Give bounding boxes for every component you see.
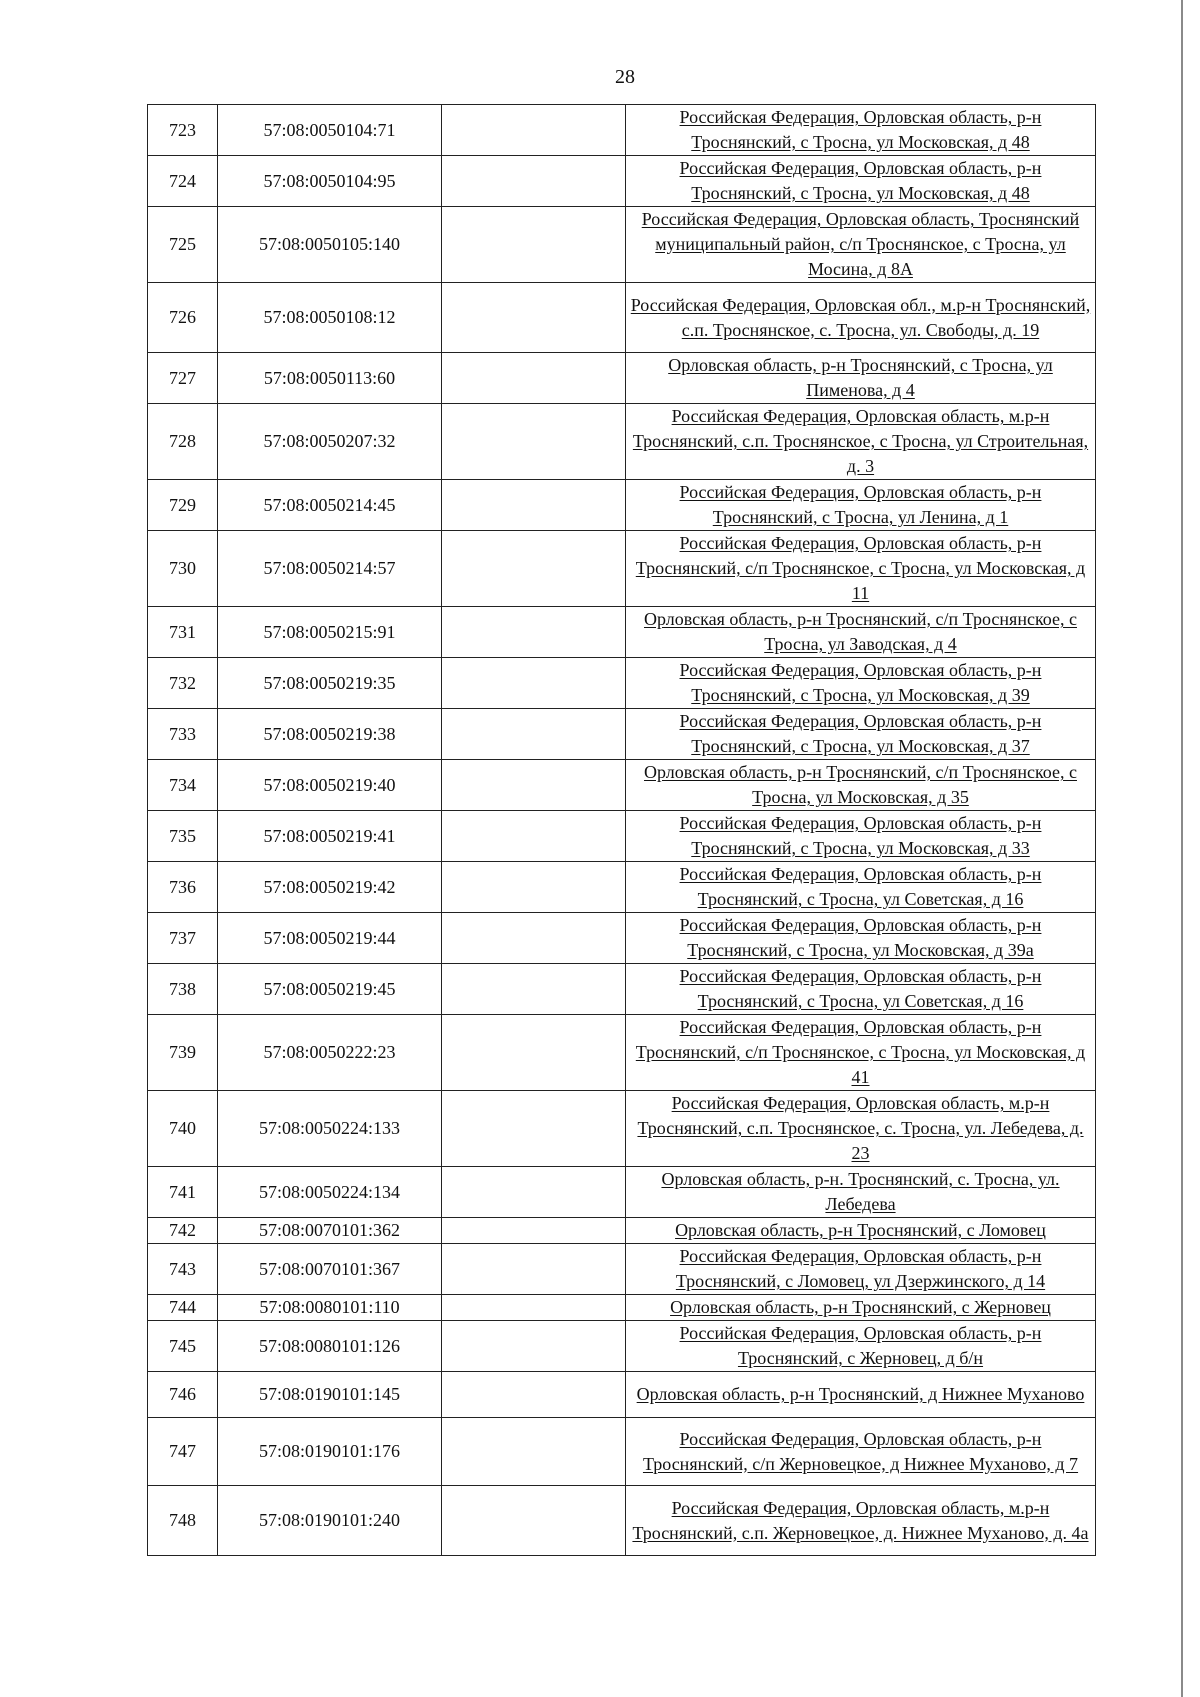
table-row xyxy=(148,1372,1096,1418)
empty-cell xyxy=(442,1486,626,1556)
address-cell: Российская Федерация, Орловская область, р-н Троснянский, с Тросна, ул Московская, д 37 xyxy=(626,709,1096,760)
row-number-cell: 748 xyxy=(148,1486,218,1556)
cadastral-number-cell: 57:08:0050219:35 xyxy=(218,658,442,709)
row-number-cell: 730 xyxy=(148,531,218,607)
empty-cell xyxy=(442,1218,626,1244)
row-number-cell: 736 xyxy=(148,862,218,913)
row-number-cell: 742 xyxy=(148,1218,218,1244)
table-row xyxy=(148,1321,1096,1372)
table-row xyxy=(148,1015,1096,1091)
empty-cell xyxy=(442,913,626,964)
table-row xyxy=(148,283,1096,353)
address-cell: Российская Федерация, Орловская область, р-н Троснянский, с Тросна, ул Советская, д 16 xyxy=(626,964,1096,1015)
empty-cell xyxy=(442,156,626,207)
table-row xyxy=(148,480,1096,531)
empty-cell xyxy=(442,964,626,1015)
cadastral-number-cell: 57:08:0050108:12 xyxy=(218,283,442,353)
row-number-cell: 747 xyxy=(148,1418,218,1486)
cadastral-number-cell: 57:08:0050214:45 xyxy=(218,480,442,531)
empty-cell xyxy=(442,1015,626,1091)
empty-cell xyxy=(442,1418,626,1486)
row-number-cell: 723 xyxy=(148,105,218,156)
table-row xyxy=(148,709,1096,760)
cadastral-number-cell: 57:08:0190101:240 xyxy=(218,1486,442,1556)
table-row xyxy=(148,862,1096,913)
cadastral-number-cell: 57:08:0050207:32 xyxy=(218,404,442,480)
row-number-cell: 727 xyxy=(148,353,218,404)
table-row xyxy=(148,1295,1096,1321)
cadastral-number-cell: 57:08:0050219:41 xyxy=(218,811,442,862)
land-plots-table xyxy=(147,104,1096,1556)
row-number-cell: 734 xyxy=(148,760,218,811)
row-number-cell: 728 xyxy=(148,404,218,480)
empty-cell xyxy=(442,1321,626,1372)
empty-cell xyxy=(442,404,626,480)
cadastral-number-cell: 57:08:0080101:110 xyxy=(218,1295,442,1321)
table-row xyxy=(148,1167,1096,1218)
cadastral-number-cell: 57:08:0050219:42 xyxy=(218,862,442,913)
empty-cell xyxy=(442,811,626,862)
empty-cell xyxy=(442,105,626,156)
row-number-cell: 733 xyxy=(148,709,218,760)
empty-cell xyxy=(442,353,626,404)
table-row xyxy=(148,1244,1096,1295)
row-number-cell: 740 xyxy=(148,1091,218,1167)
row-number-cell: 724 xyxy=(148,156,218,207)
table-row xyxy=(148,156,1096,207)
table-row xyxy=(148,404,1096,480)
address-cell: Российская Федерация, Орловская область, р-н Троснянский, с Тросна, ул Московская, д 39 xyxy=(626,658,1096,709)
cadastral-number-cell: 57:08:0070101:367 xyxy=(218,1244,442,1295)
address-cell: Орловская область, р-н Троснянский, с Тросна, ул Пименова, д 4 xyxy=(626,353,1096,404)
empty-cell xyxy=(442,1167,626,1218)
table-row xyxy=(148,1486,1096,1556)
table-row xyxy=(148,353,1096,404)
table-row xyxy=(148,1218,1096,1244)
table-row xyxy=(148,207,1096,283)
address-cell: Российская Федерация, Орловская область, р-н Троснянский, с/п Троснянское, с Тросна, ул Московская, д 41 xyxy=(626,1015,1096,1091)
table-row xyxy=(148,1418,1096,1486)
row-number-cell: 745 xyxy=(148,1321,218,1372)
address-cell: Российская Федерация, Орловская область, р-н Троснянский, с Тросна, ул Московская, д 48 xyxy=(626,105,1096,156)
cadastral-number-cell: 57:08:0050104:95 xyxy=(218,156,442,207)
row-number-cell: 746 xyxy=(148,1372,218,1418)
empty-cell xyxy=(442,1295,626,1321)
cadastral-number-cell: 57:08:0080101:126 xyxy=(218,1321,442,1372)
empty-cell xyxy=(442,480,626,531)
row-number-cell: 729 xyxy=(148,480,218,531)
empty-cell xyxy=(442,283,626,353)
address-cell: Российская Федерация, Орловская область, м.р-н Троснянский, с.п. Жерновецкое, д. Нижнее Муханово, д. 4а xyxy=(626,1486,1096,1556)
address-cell: Орловская область, р-н Троснянский, с/п Троснянское, с Тросна, ул Московская, д 35 xyxy=(626,760,1096,811)
row-number-cell: 743 xyxy=(148,1244,218,1295)
empty-cell xyxy=(442,658,626,709)
cadastral-number-cell: 57:08:0050113:60 xyxy=(218,353,442,404)
address-cell: Орловская область, р-н Троснянский, с/п Троснянское, с Тросна, ул Заводская, д 4 xyxy=(626,607,1096,658)
row-number-cell: 735 xyxy=(148,811,218,862)
cadastral-number-cell: 57:08:0050222:23 xyxy=(218,1015,442,1091)
address-cell: Российская Федерация, Орловская область, р-н Троснянский, с Ломовец, ул Дзержинского, д 14 xyxy=(626,1244,1096,1295)
empty-cell xyxy=(442,531,626,607)
row-number-cell: 741 xyxy=(148,1167,218,1218)
cadastral-number-cell: 57:08:0190101:145 xyxy=(218,1372,442,1418)
cadastral-number-cell: 57:08:0070101:362 xyxy=(218,1218,442,1244)
empty-cell xyxy=(442,607,626,658)
table-row xyxy=(148,811,1096,862)
row-number-cell: 731 xyxy=(148,607,218,658)
empty-cell xyxy=(442,1244,626,1295)
address-cell: Орловская область, р-н. Троснянский, с. Тросна, ул. Лебедева xyxy=(626,1167,1096,1218)
row-number-cell: 739 xyxy=(148,1015,218,1091)
page-number: 28 xyxy=(615,66,635,88)
table-row xyxy=(148,105,1096,156)
address-cell: Орловская область, р-н Троснянский, д Нижнее Муханово xyxy=(626,1372,1096,1418)
address-cell: Российская Федерация, Орловская обл., м.р-н Троснянский, с.п. Троснянское, с. Тросна, ул. Свободы, д. 19 xyxy=(626,283,1096,353)
table-row xyxy=(148,760,1096,811)
address-cell: Российская Федерация, Орловская область, р-н Троснянский, с Тросна, ул Ленина, д 1 xyxy=(626,480,1096,531)
table-row xyxy=(148,964,1096,1015)
empty-cell xyxy=(442,862,626,913)
table-row xyxy=(148,607,1096,658)
cadastral-number-cell: 57:08:0050224:133 xyxy=(218,1091,442,1167)
table-row xyxy=(148,913,1096,964)
address-cell: Российская Федерация, Орловская область, р-н Троснянский, с Тросна, ул Московская, д 33 xyxy=(626,811,1096,862)
address-cell: Российская Федерация, Орловская область, р-н Троснянский, с Жерновец, д б/н xyxy=(626,1321,1096,1372)
cadastral-number-cell: 57:08:0050104:71 xyxy=(218,105,442,156)
cadastral-number-cell: 57:08:0050219:44 xyxy=(218,913,442,964)
cadastral-number-cell: 57:08:0050214:57 xyxy=(218,531,442,607)
cadastral-number-cell: 57:08:0190101:176 xyxy=(218,1418,442,1486)
row-number-cell: 732 xyxy=(148,658,218,709)
cadastral-number-cell: 57:08:0050215:91 xyxy=(218,607,442,658)
table-row xyxy=(148,1091,1096,1167)
cadastral-number-cell: 57:08:0050219:38 xyxy=(218,709,442,760)
empty-cell xyxy=(442,1372,626,1418)
address-cell: Российская Федерация, Орловская область, р-н Троснянский, с/п Жерновецкое, д Нижнее Муханово, д 7 xyxy=(626,1418,1096,1486)
address-cell: Орловская область, р-н Троснянский, с Ломовец xyxy=(626,1218,1096,1244)
empty-cell xyxy=(442,1091,626,1167)
row-number-cell: 737 xyxy=(148,913,218,964)
page-edge-line xyxy=(1181,0,1183,1697)
row-number-cell: 744 xyxy=(148,1295,218,1321)
address-cell: Российская Федерация, Орловская область, Троснянский муниципальный район, с/п Троснянское, с Тросна, ул Мосина, д 8А xyxy=(626,207,1096,283)
row-number-cell: 725 xyxy=(148,207,218,283)
cadastral-number-cell: 57:08:0050105:140 xyxy=(218,207,442,283)
row-number-cell: 726 xyxy=(148,283,218,353)
table-row xyxy=(148,531,1096,607)
cadastral-number-cell: 57:08:0050219:40 xyxy=(218,760,442,811)
address-cell: Российская Федерация, Орловская область, р-н Троснянский, с Тросна, ул Советская, д 16 xyxy=(626,862,1096,913)
address-cell: Орловская область, р-н Троснянский, с Жерновец xyxy=(626,1295,1096,1321)
address-cell: Российская Федерация, Орловская область, р-н Троснянский, с Тросна, ул Московская, д 48 xyxy=(626,156,1096,207)
address-cell: Российская Федерация, Орловская область, р-н Троснянский, с/п Троснянское, с Тросна, ул Московская, д 11 xyxy=(626,531,1096,607)
address-cell: Российская Федерация, Орловская область, м.р-н Троснянский, с.п. Троснянское, с. Тросна, ул. Лебедева, д. 23 xyxy=(626,1091,1096,1167)
table-row xyxy=(148,658,1096,709)
empty-cell xyxy=(442,760,626,811)
row-number-cell: 738 xyxy=(148,964,218,1015)
empty-cell xyxy=(442,709,626,760)
address-cell: Российская Федерация, Орловская область, р-н Троснянский, с Тросна, ул Московская, д 39а xyxy=(626,913,1096,964)
cadastral-number-cell: 57:08:0050219:45 xyxy=(218,964,442,1015)
empty-cell xyxy=(442,207,626,283)
address-cell: Российская Федерация, Орловская область, м.р-н Троснянский, с.п. Троснянское, с Тросна, ул Строительная, д. 3 xyxy=(626,404,1096,480)
table-body xyxy=(148,105,1096,1556)
cadastral-number-cell: 57:08:0050224:134 xyxy=(218,1167,442,1218)
